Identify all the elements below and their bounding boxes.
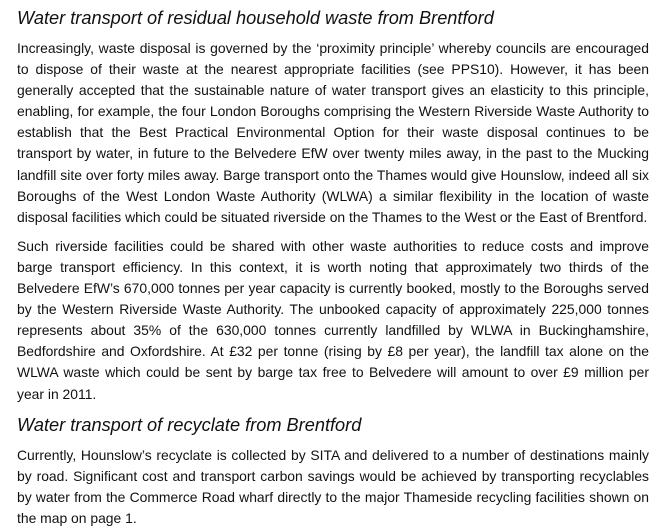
paragraph-proximity-principle: Increasingly, waste disposal is governed by the ‘proximity principle’ whereby councils are encouraged to dispose of their waste at the nearest appropriate facilities (see PPS10). However, it has been generally accepted that the sustainable nature of water transport gives an elasticity to this principle, enabling, for example, the four London Boroughs comprising the Western Riverside Waste Authority to establish that the Best Practical Environmental Option for their waste disposal continues to be transport by water, in future to the Belvedere EfW over twenty miles away, in the past to the Mucking landfill site over forty miles away. Barge transport onto the Thames would give Hounslow, indeed all six Boroughs of the West London Waste Authority (WLWA) a similar flexibility in the location of waste disposal facilities which could be situated riverside on the Thames to the West or the East of Brentford. <box>17 40 649 225</box>
paragraph-riverside-facilities: Such riverside facilities could be shared with other waste authorities to reduce costs and improve barge transport efficiency. In this context, it is worth noting that approximately two thirds of the Belvedere EfW’s 670,000 tonnes per year capacity is currently booked, mostly to the Boroughs served by the Western Riverside Waste Authority. The unbooked capacity of approximately 225,000 tonnes represents about 35% of the 630,000 tonnes currently landfilled by WLWA in Buckinghamshire, Bedfordshire and Oxfordshire. At £32 per tonne (rising by £8 per year), the landfill tax alone on the WLWA waste which could be sent by barge tax free to Belvedere will amount to over £9 million per year in 2011. <box>17 237 649 402</box>
document-page <box>17 0 649 529</box>
section-heading-residual-waste: Water transport of residual household waste from Brentford <box>17 8 494 28</box>
paragraph-recyclate-collection: Currently, Hounslow’s recyclate is collected by SITA and delivered to a number of destinations mainly by road. Significant cost and transport carbon savings would be achieved by transporting recyclables by water from the Commerce Road wharf directly to the major Thameside recycling facilities shown on the map on page 1. <box>17 446 649 526</box>
section-heading-recyclate: Water transport of recyclate from Brentford <box>17 414 362 435</box>
